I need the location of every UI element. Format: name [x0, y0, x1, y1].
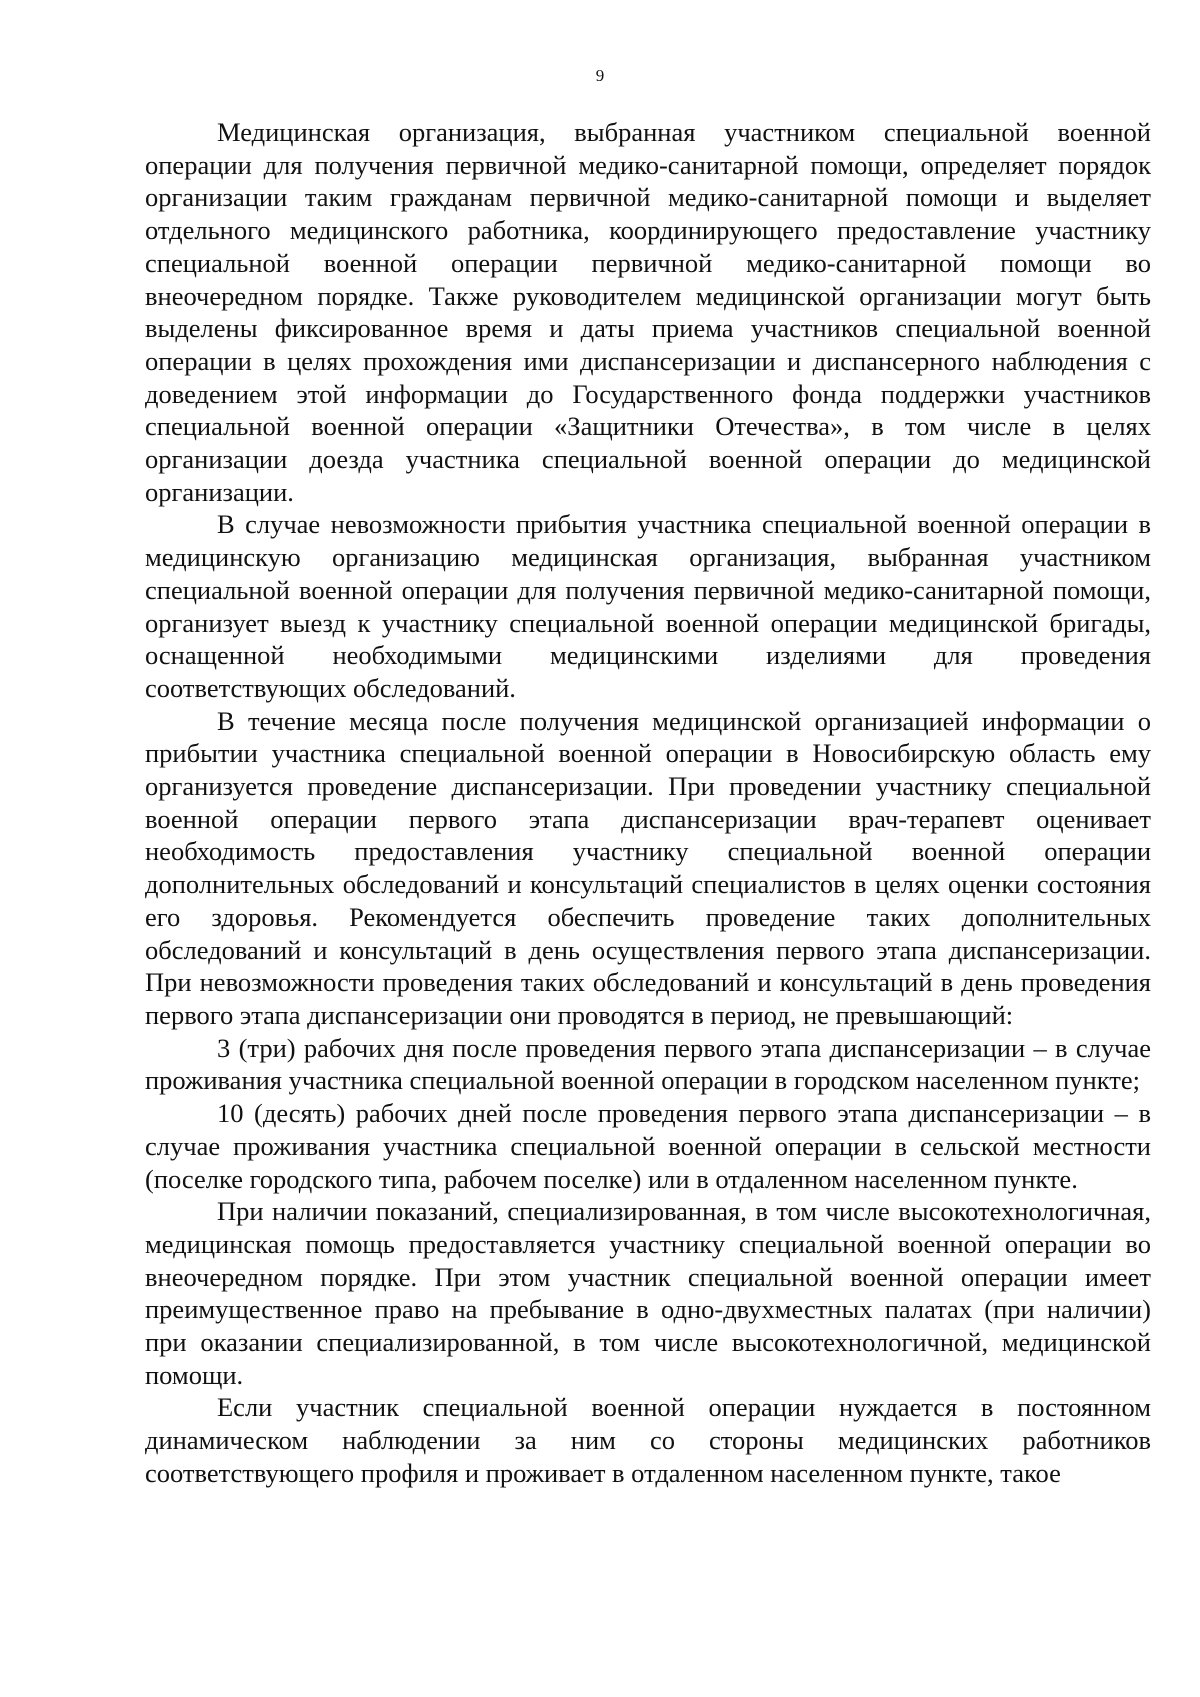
paragraph-ten-days: 10 (десять) рабочих дней после проведения первого этапа диспансеризации – в случае проживания участника специальной военной операции в сельской местности (поселке городского типа, рабочем поселке) или в отдаленном населенном пункте. [145, 1098, 1151, 1194]
paragraph-medical-organization: Медицинская организация, выбранная участником специальной военной операции для получения первичной медико-санитарной помощи, определяет порядок организации таким гражданам первичной медико-санитарной помощи и выделяет отдельного медицинского работника, координирующего предоставление участнику специальной военной операции первичной медико-санитарной помощи во внеочередном порядке. Также руководителем медицинской организации могут быть выделены фиксированное время и даты приема участников специальной военной операции в целях прохождения ими диспансеризации и диспансерного наблюдения с доведением этой информации до Государственного фонда поддержки участников специальной военной операции «Защитники Отечества», в том числе в целях организации доезда участника специальной военной операции до медицинской организации. [145, 117, 1151, 507]
paragraph-dispensarization: В течение месяца после получения медицинской организацией информации о прибытии участника специальной военной операции в Новосибирскую область ему организуется проведение диспансеризации. При проведении участнику специальной военной операции первого этапа диспансеризации врач-терапевт оценивает необходимость предоставления участнику специальной военной операции дополнительных обследований и консультаций специалистов в целях оценки состояния его здоровья. Рекомендуется обеспечить проведение таких дополнительных обследований и консультаций в день осуществления первого этапа диспансеризации. При невозможности проведения таких обследований и консультаций в день проведения первого этапа диспансеризации они проводятся в период, не превышающий: [145, 705, 1151, 1030]
paragraph-specialized-care: При наличии показаний, специализированная, в том числе высокотехнологичная, медицинская помощь предоставляется участнику специальной военной операции во внеочередном порядке. При этом участник специальной военной операции имеет преимущественное право на пребывание в одно-двухместных палатах (при наличии) при оказании специализированной, в том числе высокотехнологичной, медицинской помощи. [145, 1196, 1151, 1390]
page-number: 9 [595, 66, 605, 85]
paragraph-dynamic-observation: Если участник специальной военной операции нуждается в постоянном динамическом наблюдении за ним со стороны медицинских работников соответствующего профиля и проживает в отдаленном населенном пункте, такое [145, 1392, 1151, 1488]
document-body [145, 116, 1151, 1490]
paragraph-three-days: 3 (три) рабочих дня после проведения первого этапа диспансеризации – в случае проживания участника специальной военной операции в городском населенном пункте; [145, 1032, 1151, 1096]
paragraph-unable-to-arrive: В случае невозможности прибытия участника специальной военной операции в медицинскую организацию медицинская организация, выбранная участником специальной военной операции для получения первичной медико-санитарной помощи, организует выезд к участнику специальной военной операции медицинской бригады, оснащенной необходимыми медицинскими изделиями для проведения соответствующих обследований. [145, 509, 1151, 703]
